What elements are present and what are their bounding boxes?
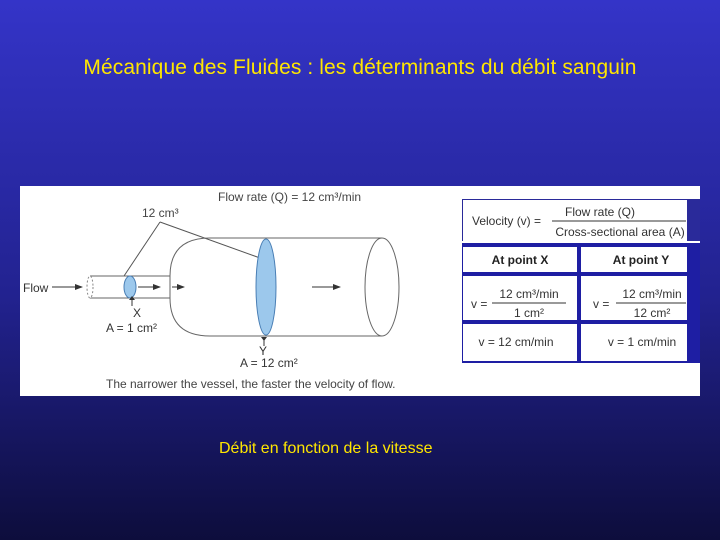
volume-label: 12 cm³ (142, 206, 179, 220)
flow-rate-label: Flow rate (Q) = 12 cm³/min (218, 190, 362, 204)
slide-title: Mécanique des Fluides : les déterminants du débit sanguin (83, 56, 637, 79)
flow-label: Flow (23, 281, 49, 295)
wide-tube-end (365, 238, 399, 336)
y-v-label: v = (593, 297, 610, 311)
area-x-label: A = 1 cm² (106, 321, 158, 335)
y-result: v = 1 cm/min (607, 335, 677, 349)
x-v-label: v = (471, 297, 488, 311)
leader-line-y (160, 222, 260, 258)
area-y-label: A = 12 cm² (240, 356, 298, 370)
point-y-label: Y (259, 344, 268, 358)
narrow-tube-opening (87, 276, 93, 298)
y-denominator: 12 cm² (633, 306, 671, 320)
x-numerator: 12 cm³/min (499, 287, 559, 301)
flow-velocity-figure (20, 186, 700, 396)
velocity-table (462, 199, 700, 363)
point-x-label: X (133, 306, 142, 320)
velocity-label: Velocity (v) = (472, 214, 542, 228)
formula-numerator: Flow rate (Q) (564, 205, 636, 219)
x-result: v = 12 cm/min (478, 335, 554, 349)
figure-note: The narrower the vessel, the faster the velocity of flow. (106, 377, 396, 391)
cross-section-x (124, 276, 136, 298)
col-y-header: At point Y (612, 253, 670, 267)
leader-line-x (124, 222, 160, 276)
slide-caption: Débit en fonction de la vitesse (219, 440, 433, 457)
formula-denominator: Cross-sectional area (A) (555, 225, 685, 239)
x-denominator: 1 cm² (514, 306, 544, 320)
col-x-header: At point X (491, 253, 549, 267)
cross-section-y (256, 239, 276, 335)
pointer-y-head (261, 337, 267, 341)
y-numerator: 12 cm³/min (622, 287, 682, 301)
